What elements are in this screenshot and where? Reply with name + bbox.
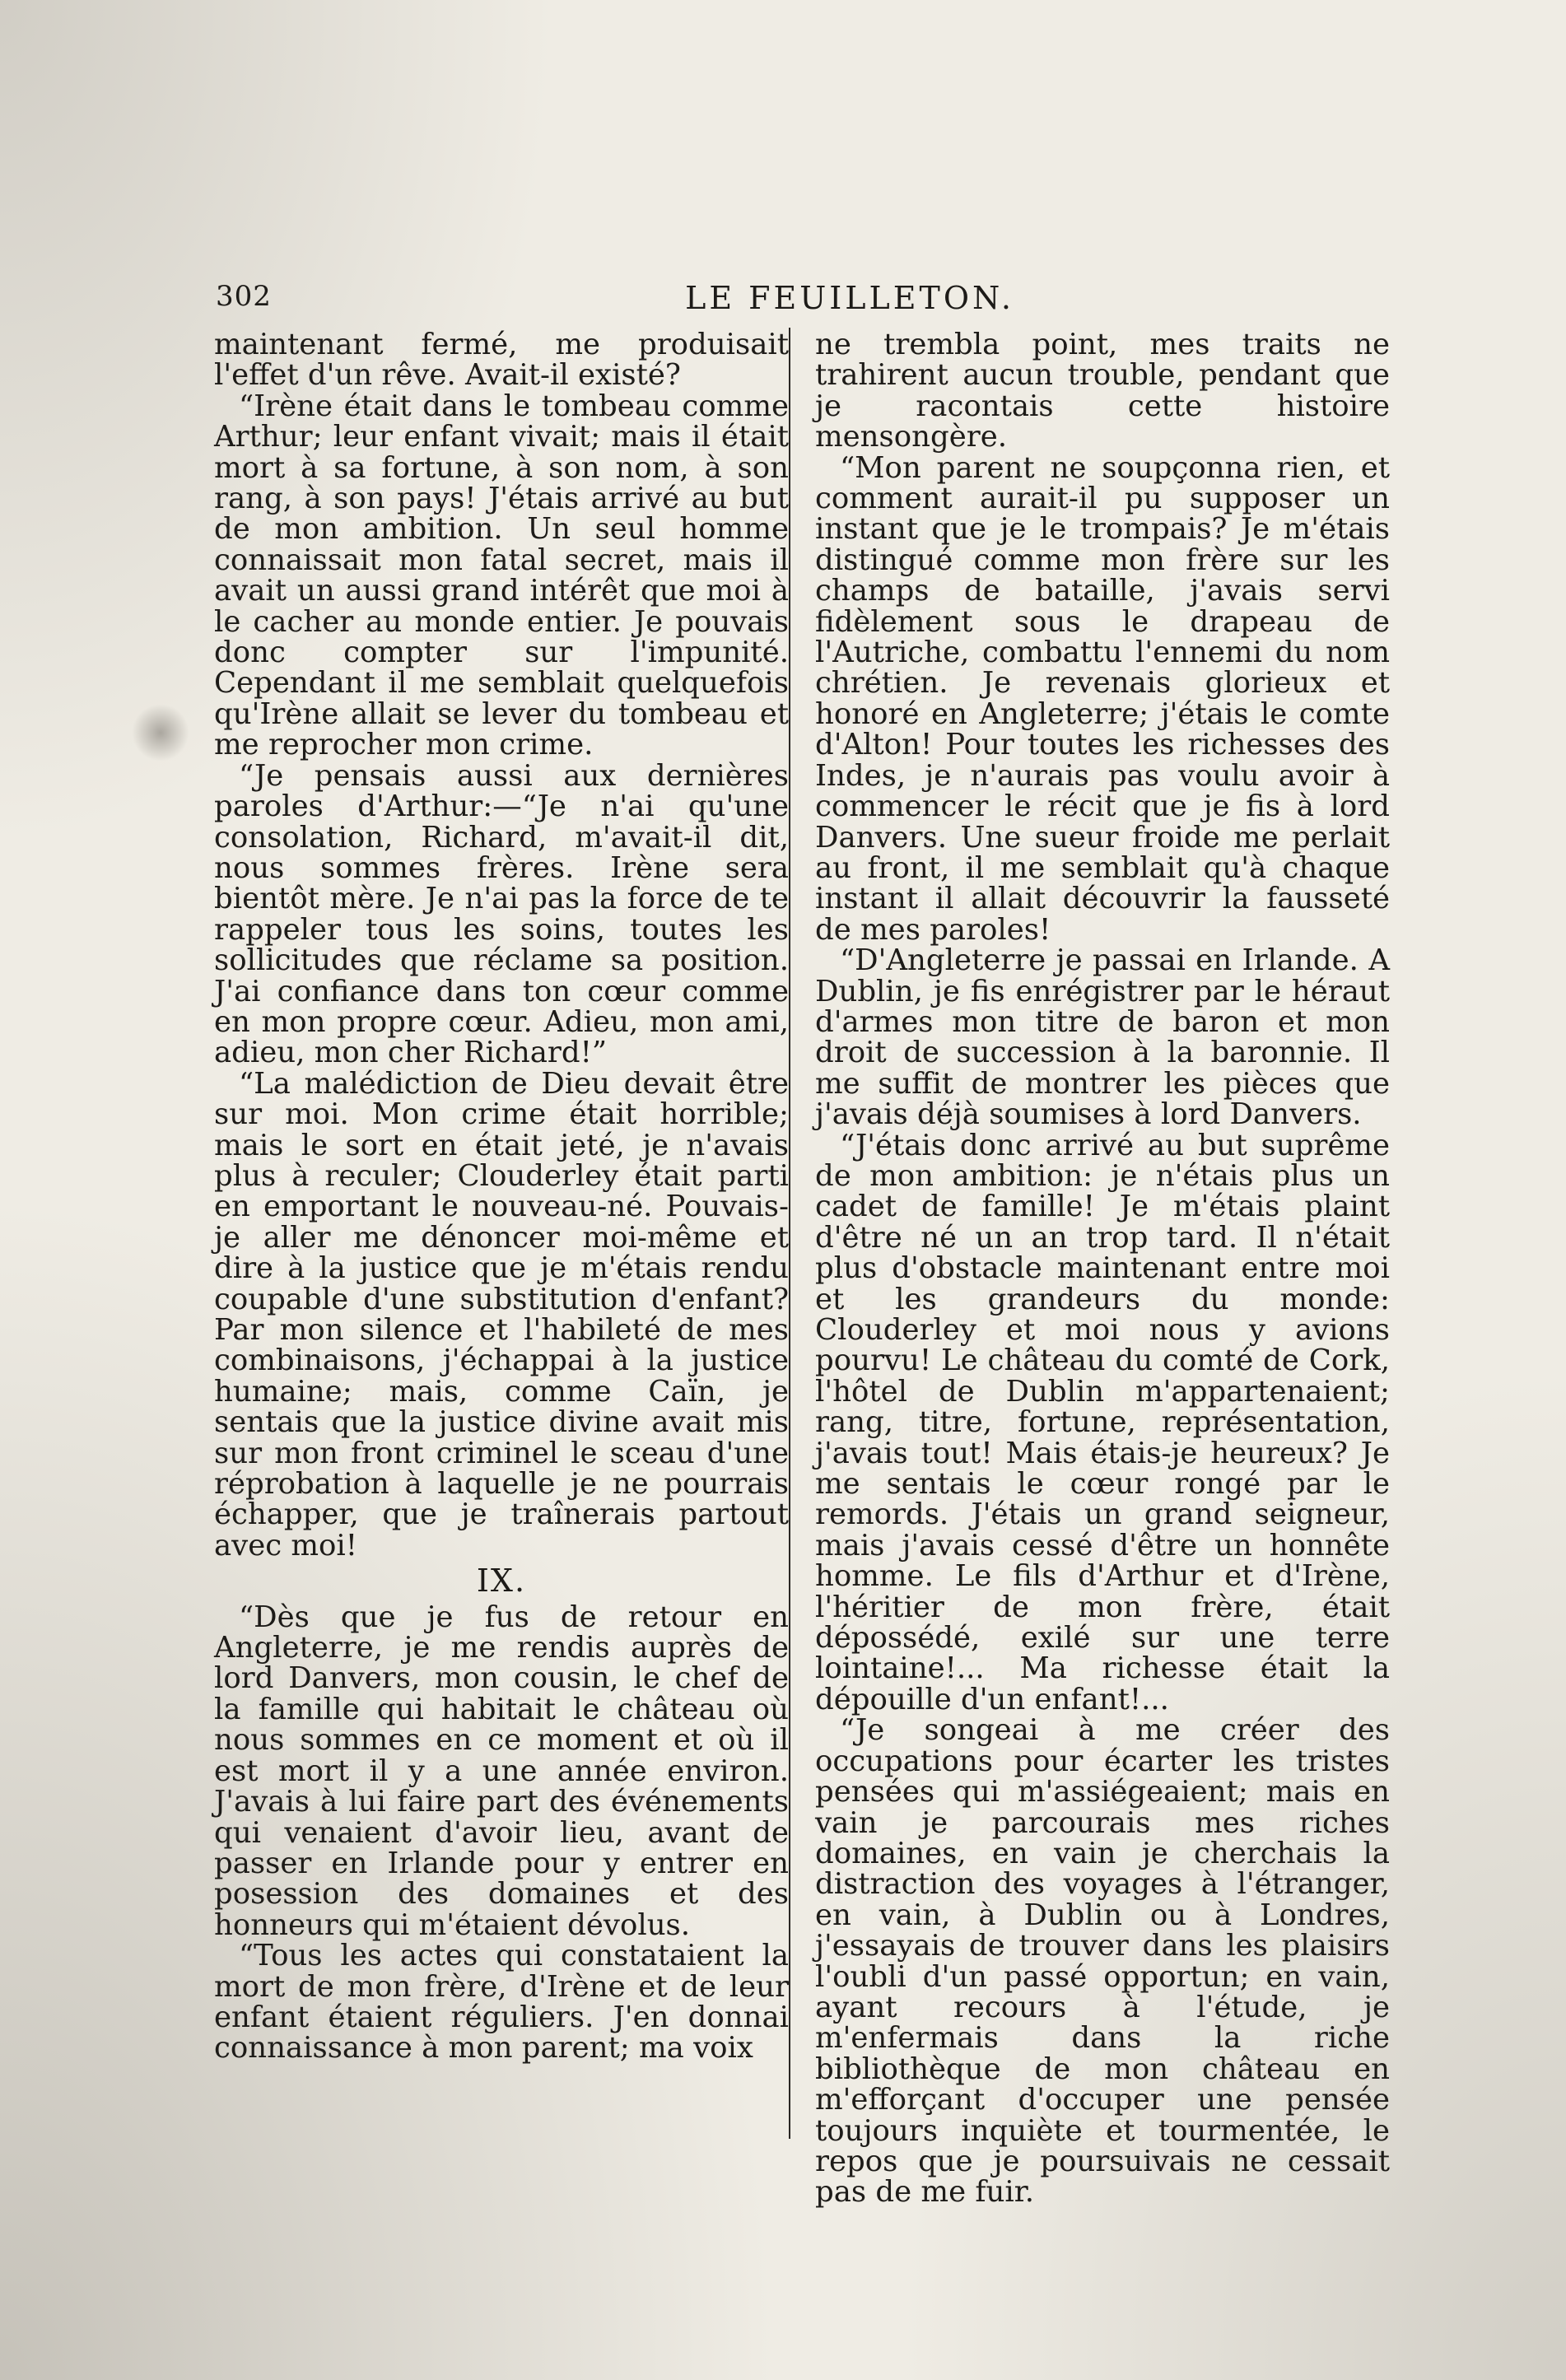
ink-stain <box>132 704 189 762</box>
section-heading: IX. <box>476 1563 527 1600</box>
paragraph: maintenant fermé, me produisait l'effet d'un rêve. Avait-il existé? <box>214 328 789 393</box>
page-number: 302 <box>216 280 272 313</box>
paragraph: “Mon parent ne soupçonna rien, et comment aurait-il pu supposer un instant que je le trompais? Je m'étais distingué comme mon frère sur les champs de bataille, j'avais servi fidèlement sous le drapeau de l'Autriche, combattu l'ennemi du nom chrétien. Je revenais glorieux et honoré en Angleterre; j'étais le comte d'Alton! Pour toutes les richesses des Indes, je n'aurais pas voulu avoir à commencer le récit que je fis à lord Danvers. Une sueur froide me perlait au front, il me semblait qu'à chaque instant il allait découvrir la fausseté de mes paroles! <box>815 450 1390 947</box>
paragraph: “La malédiction de Dieu devait être sur moi. Mon crime était horrible; mais le sort en était jeté, je n'avais plus à reculer; Clouderley était parti en emportant le nouveau-né. Pouvais-je aller me dénoncer moi-même et dire à la justice que je m'étais rendu coupable d'une substitution d'enfant? Par mon silence et l'habileté de mes combinaisons, j'échappai à la justice humaine; mais, comme Caïn, je sentais que la justice divine avait mis sur mon front criminel le sceau d'une réprobation à laquelle je ne pourrais échapper, que je traînerais partout avec moi! <box>214 1066 789 1563</box>
page-header <box>216 280 1401 319</box>
paragraph: “Irène était dans le tombeau comme Arthur; leur enfant vivait; mais il était mort à sa fortune, à son nom, à son rang, à son pays! J'étais arrivé au but de mon ambition. Un seul homme connaissait mon fatal secret, mais il avait un aussi grand intérêt que moi à le cacher au monde entier. Je pouvais donc compter sur l'impunité. Cependant il me semblait quelquefois qu'Irène allait se lever du tombeau et me reprocher mon crime. <box>214 389 789 762</box>
paragraph: “Tous les actes qui constataient la mort de mon frère, d'Irène et de leur enfant étaient réguliers. J'en donnai connaissance à mon parent; ma voix <box>214 1939 789 2066</box>
paragraph: ne trembla point, mes traits ne trahirent aucun trouble, pendant que je racontais cette histoire mensongère. <box>815 328 1390 454</box>
paragraph: “D'Angleterre je passai en Irlande. A Dublin, je fis enrégistrer par le héraut d'armes mon titre de baron et mon droit de succession à la baronnie. Il me suffit de montrer les pièces que j'avais déjà soumises à lord Danvers. <box>815 943 1390 1132</box>
paragraph: “Je songeai à me créer des occupations pour écarter les tristes pensées qui m'assiégeaient; mais en vain je parcourais mes riches domaines, en vain je cherchais la distraction des voyages à l'étranger, en vain, à Dublin ou à Londres, j'essayais de trouver dans les plaisirs l'oubli d'un passé opportun; en vain, ayant recours à l'étude, je m'enfermais dans la riche bibliothèque de mon château en m'efforçant d'occuper une pensée toujours inquiète et tourmentée, le repos que je poursuivais ne cessait pas de me fuir. <box>815 1713 1390 2210</box>
paragraph: “J'étais donc arrivé au but suprême de mon ambition: je n'étais plus un cadet de famille! Je m'étais plaint d'être né un an trop tard. Il n'était plus d'obstacle maintenant entre moi et les grandeurs du monde: Clouderley et moi nous y avions pourvu! Le château du comté de Cork, l'hôtel de Dublin m'appartenaient; rang, titre, fortune, représentation, j'avais tout! Mais étais-je heureux? Je me sentais le cœur rongé par le remords. J'étais un grand seigneur, mais j'avais cessé d'être un honnête homme. Le fils d'Arthur et d'Irène, l'héritier de mon frère, était dépossédé, exilé sur une terre lointaine!... Ma richesse était la dépouille d'un enfant!... <box>815 1128 1390 1716</box>
right-column <box>815 329 1390 2208</box>
column-divider <box>789 328 790 2139</box>
left-column <box>214 329 789 2064</box>
paragraph: “Je pensais aussi aux dernières paroles d'Arthur:—“Je n'ai qu'une consolation, Richard, m'avait-il dit, nous sommes frères. Irène sera bientôt mère. Je n'ai pas la force de te rappeler tous les soins, toutes les sollicitudes que réclame sa position. J'ai confiance dans ton cœur comme en mon propre cœur. Adieu, mon ami, adieu, mon cher Richard!” <box>214 758 789 1070</box>
running-title: LE FEUILLETON. <box>685 280 1014 316</box>
paragraph: “Dès que je fus de retour en Angleterre, je me rendis auprès de lord Danvers, mon cousin, le chef de la famille qui habitait le château où nous sommes en ce moment et où il est mort il y a une année environ. J'avais à lui faire part des événements qui venaient d'avoir lieu, avant de passer en Irlande pour y entrer en posession des domaines et des honneurs qui m'étaient dévolus. <box>214 1600 789 1942</box>
